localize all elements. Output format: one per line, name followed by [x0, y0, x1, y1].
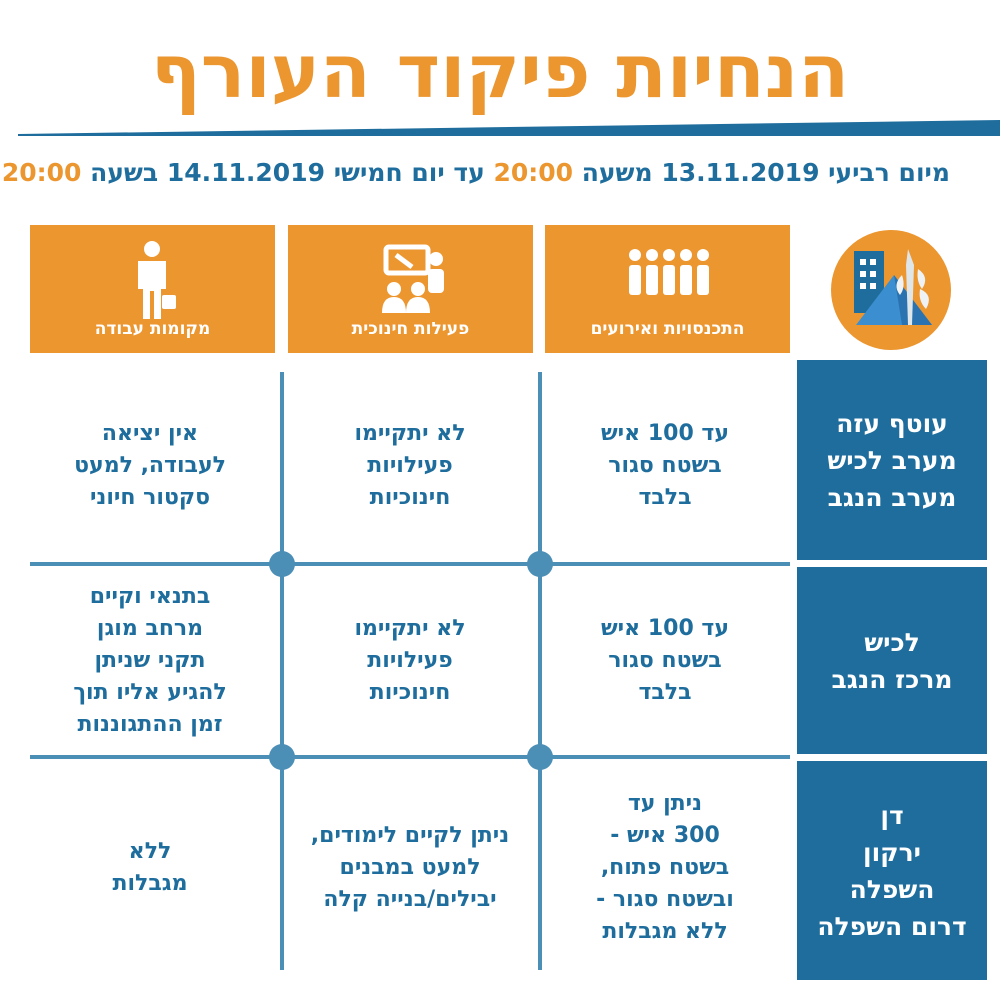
column-label: מקומות עבודה — [94, 319, 211, 339]
cell-text: ניתן לקיים לימודים, למעט במבנים יבילים/בנייה קלה — [310, 823, 510, 912]
crowd-icon — [545, 239, 790, 319]
home-front-command-logo-icon — [830, 229, 952, 351]
table-cell — [30, 570, 270, 752]
end-time: 20:00 — [1, 158, 82, 187]
page-title: הנחיות פיקוד העורף — [150, 29, 850, 115]
title-underline — [0, 100, 1000, 140]
table-cell — [290, 768, 530, 968]
cell-text: אין יציאה לעבודה, למעט סקטור חיוני — [74, 421, 226, 510]
cell-text: לא יתקיימו פעילויות חינוכיות — [354, 616, 466, 705]
cell-text: בתנאי וקיים מרחב מוגן תקני שניתן להגיע אליו תוך זמן ההתגוננות — [73, 584, 227, 737]
table-cell — [545, 570, 785, 752]
table-cell — [545, 372, 785, 560]
column-label: פעילות חינוכית — [351, 319, 470, 339]
table-cell — [290, 570, 530, 752]
date-part: עד יום חמישי 14.11.2019 בשעה — [81, 158, 494, 187]
region-header-dan — [797, 761, 987, 980]
table-cell — [290, 372, 530, 560]
cell-text: ללא מגבלות — [112, 839, 188, 896]
date-part: מיום רביעי 13.11.2019 משעה — [573, 158, 950, 187]
classroom-teacher-icon — [288, 239, 533, 319]
cell-text: עד 100 איש בשטח סגור בלבד — [600, 421, 730, 510]
businessman-icon — [30, 239, 275, 319]
column-label: התכנסויות ואירועים — [590, 319, 745, 339]
table-cell — [30, 372, 270, 560]
cell-text: לא יתקיימו פעילויות חינוכיות — [354, 421, 466, 510]
cell-text: עד 100 איש בשטח סגור בלבד — [600, 616, 730, 705]
column-header-gatherings — [545, 225, 790, 353]
region-label: לכיש מרכז הנגב — [831, 627, 953, 694]
column-header-education — [288, 225, 533, 353]
table-cell — [545, 768, 785, 968]
date-range — [1, 155, 950, 191]
region-label: דן ירקון השפלה דרום השפלה — [817, 800, 967, 941]
region-header-gaza-envelope — [797, 360, 987, 560]
region-header-lachish — [797, 567, 987, 754]
region-label: עוטף עזה מערב לכיש מערב הנגב — [827, 408, 957, 512]
table-cell — [30, 768, 270, 968]
cell-text: ניתן עד 300 איש - בשטח פתוח, ובשטח סגור - ללא מגבלות — [596, 791, 734, 944]
column-header-workplaces — [30, 225, 275, 353]
start-time: 20:00 — [493, 158, 574, 187]
